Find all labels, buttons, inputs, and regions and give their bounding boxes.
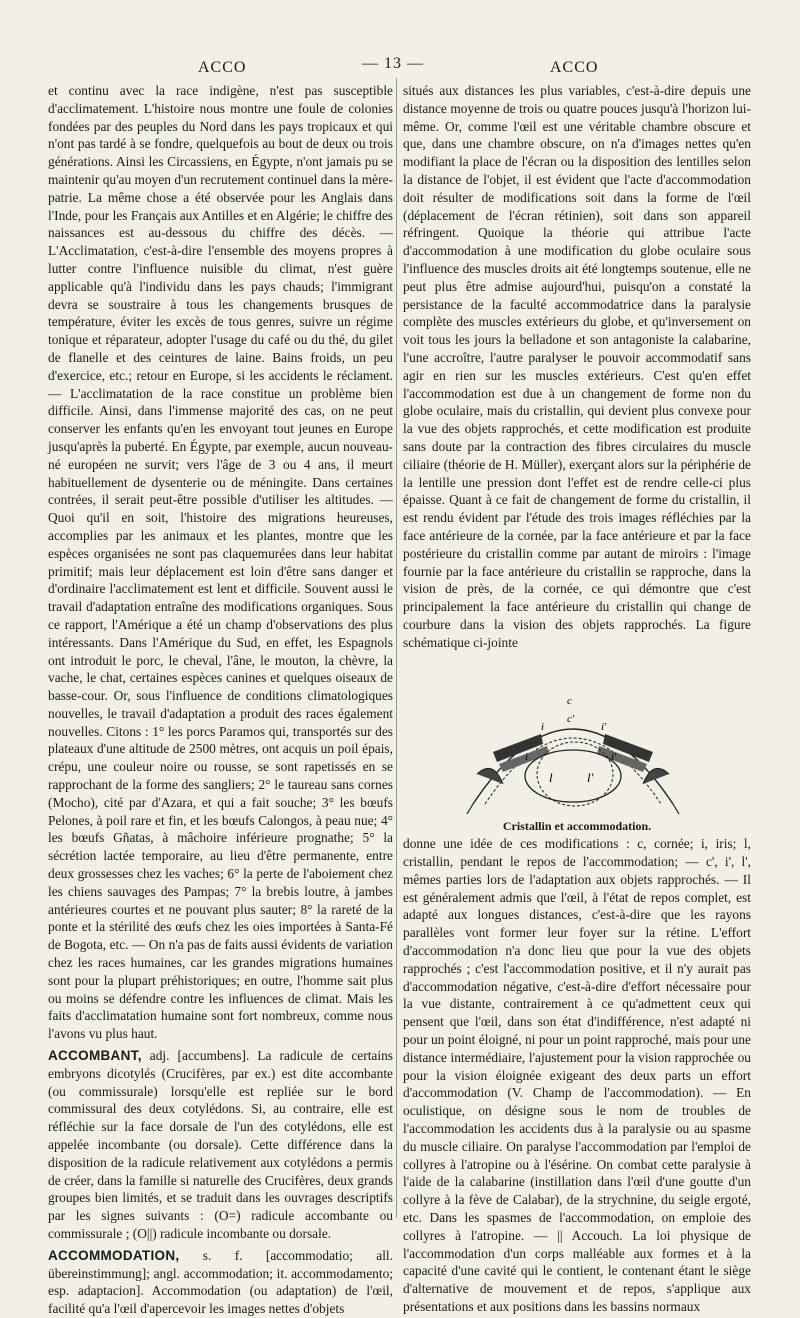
column-divider [396,78,397,1218]
label-i-prime-2: i' [611,750,617,763]
accommodation-definition-start: s. f. [accommodatio; all. übereinstimmung]; angl. accommodation; it. accommodamento; esp. adaptacion]. Accommodation (ou adaptation) de l'œil, facilité qu'a l'œil d'apercevoir les images nettes d'objets [48,1247,393,1317]
left-column [48,82,393,1317]
label-i-prime: i' [601,720,607,733]
right-column [403,82,751,1315]
label-i: i [541,720,545,733]
figure-caption: Cristallin et accommodation. [502,818,652,833]
accombant-definition: adj. [accumbens]. La radicule de certains embryons dicotylés (Crucifères, par ex.) est dite accombante (ou commissurale) lorsqu'elle est repliée sur le bord commissural des deux cotylédons. Si, au contraire, elle est réfléchie sur la face dorsale de l'un des cotylédons, elle est appelée incombante (ou dorsale). Cette différence dans la disposition de la radicule relativement aux cotylédons a permis de créer, dans la famille si naturelle des Crucifères, deux grands groupes bien limités, et se traduit dans les ouvrages descriptifs par les signes suivants : (O=) radicule accombante ou commissurale ; (O||) radicule incombante ou dorsale. [48,1048,393,1241]
figure-cristallin [403,656,748,816]
label-l: l [549,769,553,785]
label-c-prime: c' [567,712,575,725]
entry-accombant [48,1047,393,1243]
headword-accombant: ACCOMBANT, [48,1048,142,1064]
acclimatation-text: et continu avec la race indigène, n'est pas susceptible d'acclimatement. L'histoire nous montre une foule de colonies fondées par des peuples du Nord dans les pays tropicaux et qui n'ont pas tardé à se fondre, quelquefois au bout de deux ou trois générations. Ainsi les Circassiens, en Égypte, n'ont jamais pu se maintenir qu'au moyen d'un recrutement continuel dans la mère-patrie. La même chose a été observée pour les Anglais dans l'Inde, pour les Français aux Antilles et en Algérie; le chiffre des naissances est au-dessous du chiffre des décès. — L'Acclimatation, c'est-à-dire l'ensemble des moyens propres à lutter contre l'influence nuisible du climat, n'est guère applicable qu'à l'individu dans les pays chauds; l'immigrant devra se soustraire à tous les changements brusques de température, éviter les excès de tous genres, suivre un régime tonique et réparateur, adopter l'usage du café ou du thé, du gilet de flanelle et des ceintures de laine. Bains froids, un peu d'exercice, etc.; retour en Europe, si les accidents le réclament. — L'acclimatation de la race constitue un problème bien difficile. Ainsi, dans l'immense majorité des cas, on ne peut conserver les enfants qu'en les envoyant tout jeunes en Europe jusqu'après la puberté. En Égypte, par exemple, aucun nouveau-né européen ne survit; vers l'âge de 3 ou 4 ans, il meurt habituellement de dysenterie ou de méningite. Dans certaines contrées, il serait peut-être possible d'utiliser les altitudes. — Quoi qu'il en soit, l'histoire des migrations heureuses, accomplies par les animaux et les plantes, montre que les espèces organisées ne sont pas claquemurées dans leur habitat primitif; mais leur déplacement est loin d'être sans danger et d'ordinaire l'acclimatement est lent et difficile. Souvent aussi le travail d'adaptation entraîne des modifications organiques. Sous ce rapport, l'Amérique a été un champ d'observations des plus intéressants. Dans l'Amérique du Sud, en effet, les Espagnols ont introduit le porc, le cheval, l'âne, le mouton, la chèvre, la vache, le chat, certaines espèces canines et quelques oiseaux de basse-cour. Or, sous l'influence de conditions climatologiques nouvelles, le travail d'adaptation a produit des races également nouvelles. Citons : 1° les porcs Paramos qui, transportés sur des plateaux d'une altitude de 2500 mètres, ont acquis un poil épais, crépu, une couleur noire ou rousse, se sont rapetissés en se rapprochant de la forme des sangliers; 2° le taureau sans cornes (Mocho), cité par d'Azara, et qui a fait souche; 3° les bœufs Pelones, à poil rare et fin, et les bœufs Calongos, à peau nue; 4° les bœufs Gñatas, à mâchoire inférieure prognathe; 5° la sécrétion lactée temporaire, au lieu d'être permanente, entre deux grossesses chez les vaches; 6° la perte de l'aboiement chez les chiens sauvages des Pampas; 7° la brebis loutre, à jambes antérieures courtes et ne pouvant plus sauter; 8° la rareté de la ponte et la stérilité des œufs chez les oies importées à Santa-Fé de Bogota, etc. — On n'a pas de faits aussi évidents de variation chez les races humaines, car les grandes migrations humaines sont pour la plupart préhistoriques; en outre, l'homme sait plus ou moins se défendre contre les influences de climat. Mais les faits d'acclimatation humaine sont fort nombreux, comme nous l'avons vu plus haut. [48,83,393,1042]
label-l-prime: l' [587,769,594,785]
header-right-word: ACCO [550,59,599,76]
label-c: c [567,694,572,707]
accommodation-text-2: donne une idée de ces modifications : c, cornée; i, iris; l, cristallin, pendant le repos de l'accommodation; — c', i', l', mêmes parties lors de l'adaptation aux objets rapprochés. — Il est généralement admis que l'œil, à l'état de repos complet, est adapté aux longues distances, c'est-à-dire que les rayons parallèles vont former leur foyer sur la rétine. L'effort d'accommodation n'a donc lieu que pour la vue des objets rapprochés ; c'est l'accommodation positive, et il n'y aurait pas d'accommodation négative, c'est-à-dire d'effort nécessaire pour la vue distante, contrairement à ce qu'admettent ceux qui pensent que l'œil, dans son état d'indifférence, n'est adapté ni pour un point éloigné, ni pour un point rapproché, mais pour une distance intermédiaire, l'ajustement pour la vision rapprochée ou pour la vision éloignée exigeant des deux parts un effort d'accommodation (V. Champ de l'accommodation). — En oculistique, on désigne sous le nom de troubles de l'accommodation les accidents dus à la paralysie ou au spasme du muscle ciliaire. On paralyse l'accommodation par l'emploi de collyres à l'atropine ou à l'ésérine. On combat cette paralysie à l'aide de la calabarine (instillation dans l'œil d'une goutte d'un collyre à la fève de Calabar), de la strychnine, du seigle ergoté, etc. Dans les spasmes de l'accommodation, on emploie des collyres à l'atropine. — || Accouch. La loi physique de l'accommodation d'un corps malléable aux formes et à la capacité d'une cavité qui le contient, le contenant étant le siège d'alternative de mouvement et de repos, s'applique aux présentations et aux positions dans les bassins normaux [403,836,751,1315]
lens-rest [525,750,621,802]
page-header [40,55,780,81]
eye-lens-diagram [463,664,683,814]
accommodation-text-1: situés aux distances les plus variables, c'est-à-dire depuis une distance moyenne de trois ou quatre pouces jusqu'à l'horizon lui-même. Or, comme l'œil est une véritable chambre obscure et que, dans une chambre obscure, on n'a d'images nettes qu'en modifiant la place de l'écran ou la disposition des lentilles selon la distance de l'objet, il est évident que l'acte d'accommodation doit résulter de modifications soit dans la forme de l'œil (déplacement de l'écran rétinien), soit dans son appareil réfringent. Quoique la théorie qui attribue l'acte d'accommodation à une modification du globe oculaire sous l'influence des muscles droits ait été longtemps soutenue, elle ne peut plus être admise aujourd'hui, puisqu'on a constaté la persistance de la faculté accommodatrice dans la paralysie complète des muscles extérieurs du globe, et qu'inversement on voit tous les jours la belladone et son antagoniste la calabarine, l'une accroître, l'autre paralyser le pouvoir accommodatif sans agir en rien sur les muscles extérieurs. C'est qu'en effet l'accommodation est due à un changement de forme non du globe oculaire, mais du cristallin, qui devient plus convexe pour la vue des objets rapprochés, et cette modification est produite sans doute par la contraction des fibres circulaires du muscle ciliaire (théorie de H. Müller), exerçant alors sur la périphérie de la lentille une pression dont l'effet est de rendre celle-ci plus épaisse. Quant à ce fait de changement de forme du cristallin, il est rendu évident par l'étude des trois images réfléchies par la face antérieure de la cornée, par la face antérieure et par la face postérieure du cristallin comme par autant de miroirs : l'image fournie par la face antérieure du cristallin se rapproche, dans la vision de près, de la cornée, ce qui démontre que c'est principalement la face antérieure du cristallin qui change de courbure dans la vision des objets rapprochés. La figure schématique ci-jointe [403,83,751,650]
headword-accommodation: ACCOMMODATION, [48,1247,180,1263]
page-number: — 13 — [362,55,424,72]
header-left-word: ACCO [198,59,247,76]
label-i-2: i [525,750,529,763]
entry-accommodation [48,1247,393,1318]
